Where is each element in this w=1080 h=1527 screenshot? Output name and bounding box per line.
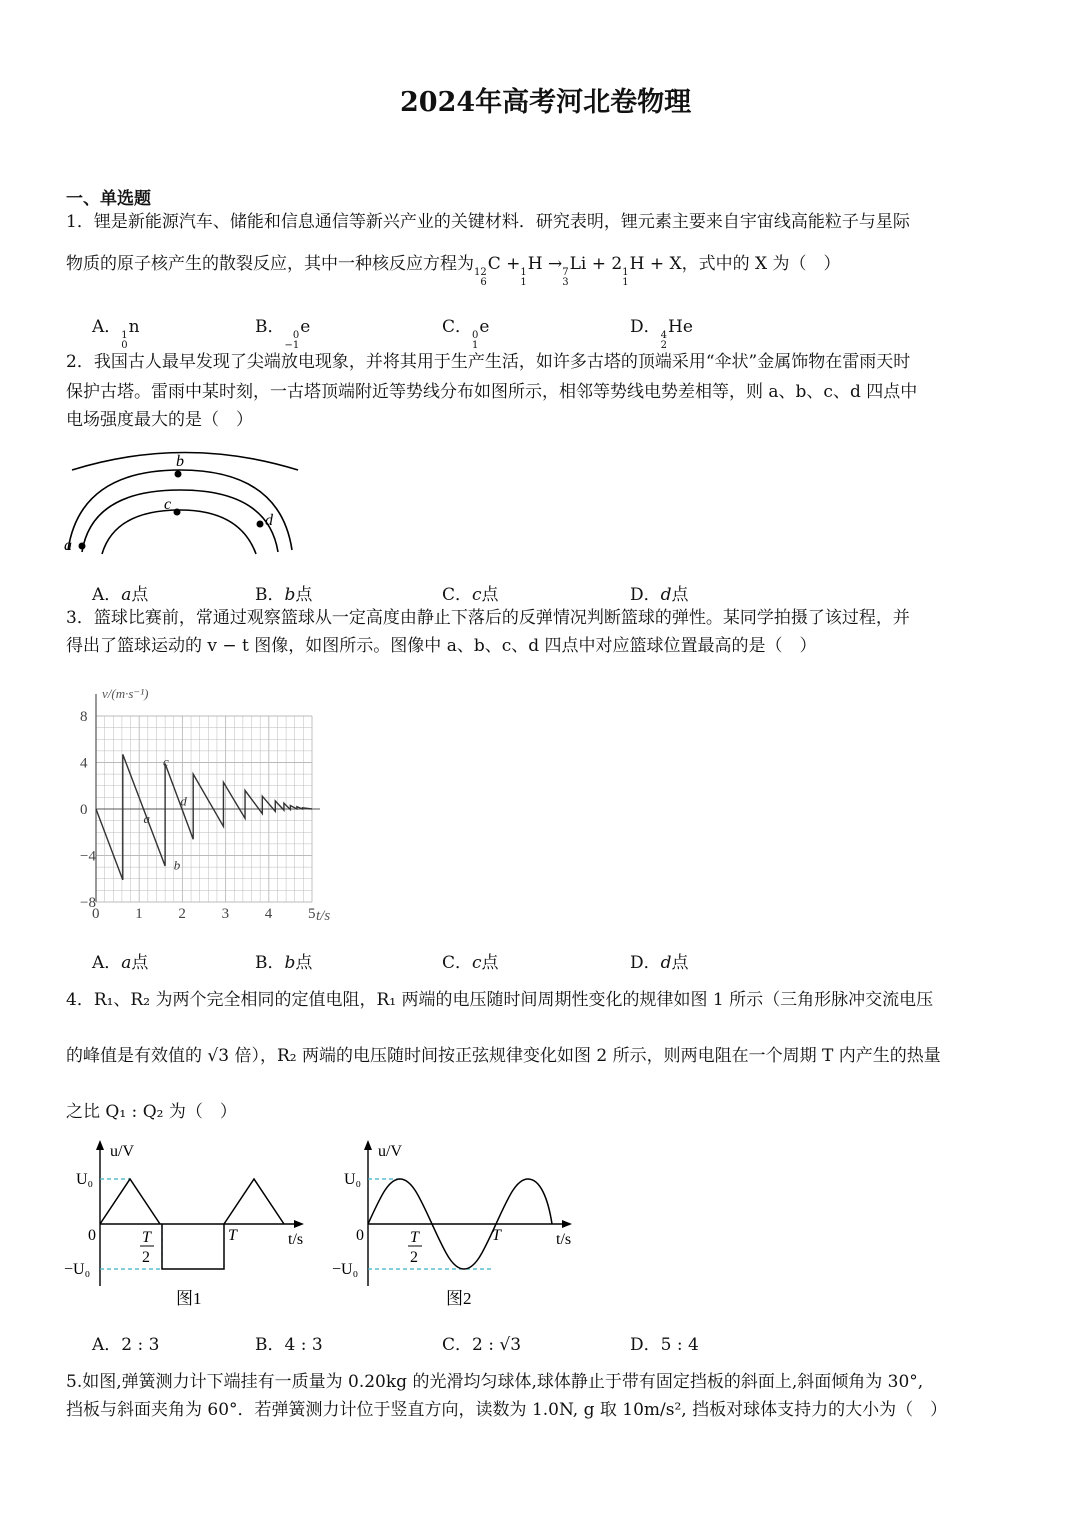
q1-option-c[interactable]: C． 0 1 e xyxy=(442,317,490,351)
q2-option-a[interactable]: A．a点 xyxy=(92,585,149,605)
q3-option-b[interactable]: B．b点 xyxy=(255,953,313,973)
fig1-caption: 图1 xyxy=(176,1289,202,1308)
fig2-T-label: T xyxy=(492,1227,501,1244)
q4-text-line3: 之比 Q₁ : Q₂ 为（ ） xyxy=(66,1102,237,1122)
label-c: c xyxy=(164,496,172,513)
fig1-T-label: T xyxy=(228,1227,237,1244)
x-tick-label: 4 xyxy=(264,906,273,922)
q5-text-line2: 挡板与斜面夹角为 60°．若弹簧测力计位于竖直方向，读数为 1.0N, g 取 10m/s², 挡板对球体支持力的大小为（ ） xyxy=(66,1400,948,1420)
point-b xyxy=(175,471,182,478)
q1-text-line2 xyxy=(66,254,841,288)
y-tick-label: 8 xyxy=(80,709,88,725)
fig1-triangle-1 xyxy=(100,1179,160,1224)
q1-option-b[interactable]: B． 0 −1 e xyxy=(255,317,311,351)
y-axis-label: v/(m·s⁻¹) xyxy=(102,686,149,701)
q2-equipotential-figure xyxy=(60,440,310,570)
point-label-a: a xyxy=(143,810,151,826)
q4-option-c[interactable]: C．2 : √3 xyxy=(442,1335,522,1355)
point-a xyxy=(79,543,86,550)
q4-option-d[interactable]: D．5 : 4 xyxy=(630,1335,699,1355)
fig2-negu0-label: −U₀ xyxy=(332,1261,359,1278)
q4-figure-2 xyxy=(328,1136,588,1316)
q1-text-line1: 1．锂是新能源汽车、储能和信息通信等新兴产业的关键材料．研究表明，锂元素主要来自宇宙线高能粒子与星际 xyxy=(66,212,910,232)
equipotential-line-1 xyxy=(72,453,298,471)
fig1-zero-label: 0 xyxy=(88,1227,96,1244)
y-tick-label: −8 xyxy=(80,895,96,911)
q2-option-c[interactable]: C．c点 xyxy=(442,585,499,605)
q2-text-line2: 保护古塔。雷雨中某时刻，一古塔顶端附近等势线分布如图所示，相邻等势线电势差相等，则 a、b、c、d 四点中 xyxy=(66,382,918,402)
q3-option-a[interactable]: A．a点 xyxy=(92,953,149,973)
fig2-half-num: T xyxy=(410,1229,419,1246)
velocity-series-line xyxy=(96,754,312,880)
x-axis-label: t/s xyxy=(316,908,331,922)
q1-option-d[interactable]: D． 4 2 He xyxy=(630,317,693,351)
q2-text-line3: 电场强度最大的是（ ） xyxy=(66,410,253,430)
point-label-b: b xyxy=(173,857,181,873)
x-tick-label: 1 xyxy=(135,906,143,922)
q1-line2-prefix: 物质的原子核产生的散裂反应，其中一种核反应方程为 xyxy=(66,254,474,274)
x-tick-label: 3 xyxy=(221,906,230,922)
label-b: b xyxy=(176,453,184,470)
q4-option-a[interactable]: A．2 : 3 xyxy=(92,1335,160,1355)
fig2-xlabel: t/s xyxy=(556,1231,572,1248)
fig2-ylabel: u/V xyxy=(378,1143,402,1160)
point-d xyxy=(257,521,264,528)
fig1-ylabel: u/V xyxy=(110,1143,134,1160)
q1-line2-suffix: ，式中的 X 为（ ） xyxy=(681,254,841,274)
label-d: d xyxy=(265,512,273,529)
fig1-negu0-label: −U₀ xyxy=(64,1261,91,1278)
q4-option-b[interactable]: B．4 : 3 xyxy=(255,1335,323,1355)
fig1-xlabel: t/s xyxy=(288,1231,304,1248)
q2-option-d[interactable]: D．d点 xyxy=(630,585,689,605)
nuclear-equation: 12 6 C + 1 1 H → 7 3 Li + 2 1 1 H + X xyxy=(474,254,682,288)
fig2-half-den: 2 xyxy=(410,1249,418,1266)
y-tick-label: −4 xyxy=(80,848,96,865)
q3-text-line1: 3．篮球比赛前，常通过观察篮球从一定高度由静止下落后的反弹情况判断篮球的弹性。某同学拍摄了该过程，并 xyxy=(66,608,910,628)
q4-figure-1 xyxy=(60,1136,320,1316)
x-tick-label: 0 xyxy=(92,906,100,922)
q3-text-line2: 得出了篮球运动的 v − t 图像，如图所示。图像中 a、b、c、d 四点中对应篮球位置最高的是（ ） xyxy=(66,636,817,656)
fig2-u0-label: U₀ xyxy=(344,1171,362,1188)
page-title: 2024年高考河北卷物理 xyxy=(400,87,692,118)
fig2-x-arrow xyxy=(562,1220,572,1228)
q3-vt-chart xyxy=(62,682,352,922)
point-label-c: c xyxy=(162,753,169,769)
fig2-zero-label: 0 xyxy=(356,1227,364,1244)
q2-option-b[interactable]: B．b点 xyxy=(255,585,313,605)
y-tick-label: 0 xyxy=(80,802,88,818)
fig2-caption: 图2 xyxy=(446,1289,472,1308)
q5-text-line1: 5.如图,弹簧测力计下端挂有一质量为 0.20kg 的光滑均匀球体,球体静止于带有固定挡板的斜面上,斜面倾角为 30°, xyxy=(66,1372,924,1392)
fig1-x-arrow xyxy=(294,1220,304,1228)
label-a: a xyxy=(64,537,72,554)
y-tick-label: 4 xyxy=(80,755,88,772)
q3-option-c[interactable]: C．c点 xyxy=(442,953,499,973)
fig1-half-den: 2 xyxy=(142,1249,150,1266)
q3-option-d[interactable]: D．d点 xyxy=(630,953,689,973)
q4-text-line1: 4．R₁、R₂ 为两个完全相同的定值电阻，R₁ 两端的电压随时间周期性变化的规律如图 1 所示（三角形脉冲交流电压 xyxy=(66,990,934,1010)
q2-text-line1: 2．我国古人最早发现了尖端放电现象，并将其用于生产生活，如许多古塔的顶端采用“伞状”金属饰物在雷雨天时 xyxy=(66,352,911,372)
x-tick-label: 5 xyxy=(308,906,316,922)
equipotential-line-4 xyxy=(102,510,256,554)
point-c xyxy=(174,509,181,516)
x-tick-label: 2 xyxy=(178,906,186,922)
fig1-y-arrow xyxy=(96,1140,104,1150)
fig1-negative-pulse xyxy=(162,1224,224,1269)
q4-text-line2: 的峰值是有效值的 √3 倍），R₂ 两端的电压随时间按正弦规律变化如图 2 所示，则两电阻在一个周期 T 内产生的热量 xyxy=(66,1046,941,1066)
q1-option-a[interactable]: A． 1 0 n xyxy=(92,317,140,351)
section-heading: 一、单选题 xyxy=(66,189,151,209)
equipotential-line-3 xyxy=(82,490,278,552)
fig1-u0-label: U₀ xyxy=(76,1171,94,1188)
fig2-y-arrow xyxy=(364,1140,372,1150)
fig1-triangle-2 xyxy=(224,1179,284,1224)
point-label-d: d xyxy=(180,793,187,809)
fig1-half-num: T xyxy=(142,1229,151,1246)
